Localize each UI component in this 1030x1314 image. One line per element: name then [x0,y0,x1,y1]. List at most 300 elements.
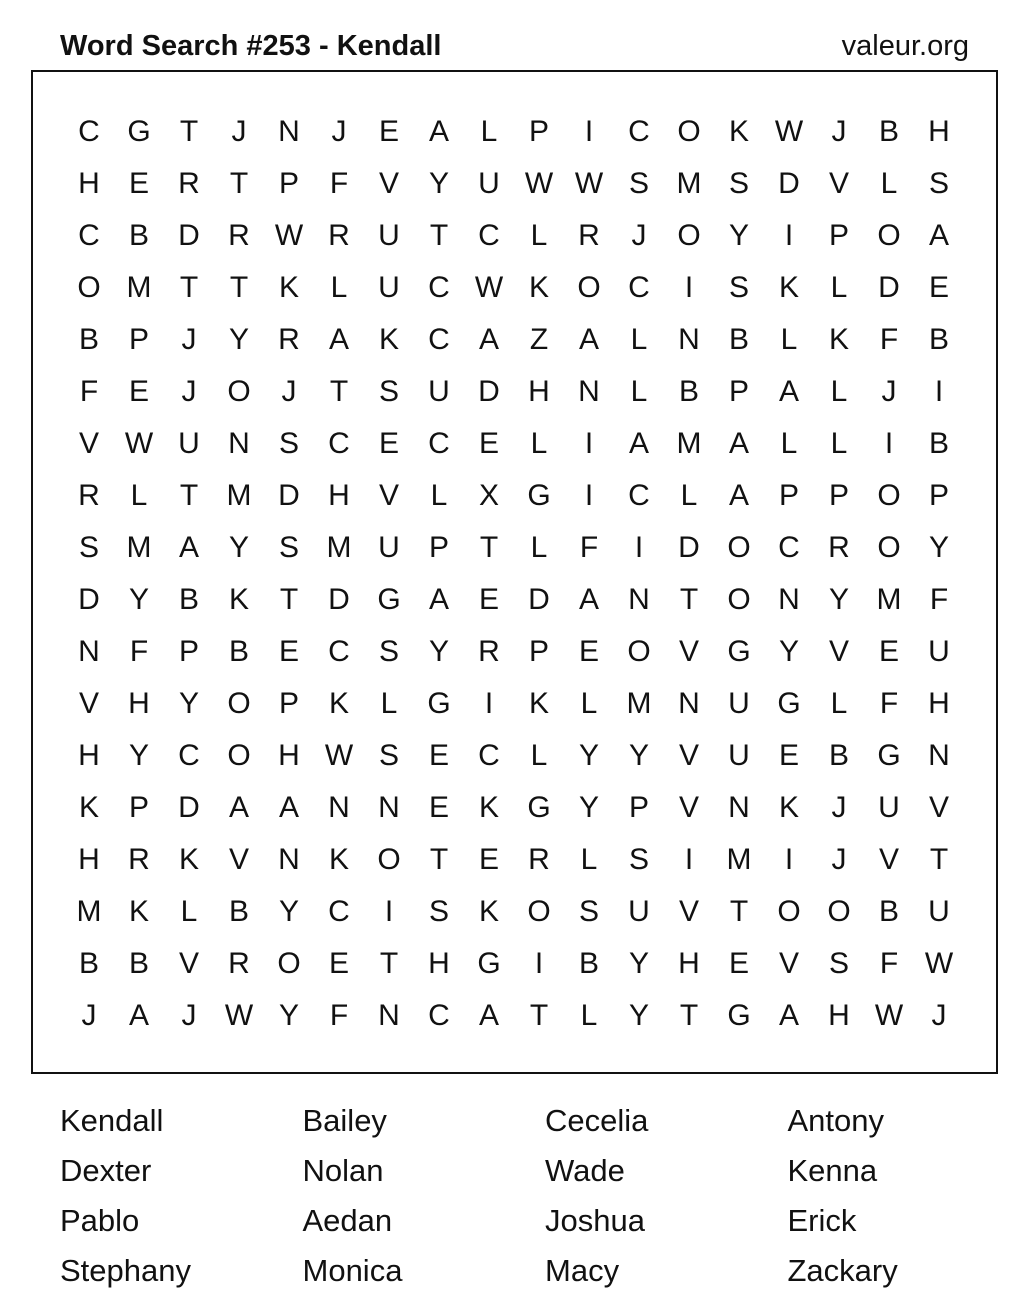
grid-letter: U [928,635,950,668]
grid-letter: W [324,739,354,772]
grid-letter: E [428,791,449,824]
grid-letter: O [727,531,751,564]
grid-letter: P [278,167,299,200]
word-list-item: Monica [302,1253,403,1288]
grid-letter: T [679,999,699,1032]
grid-letter: J [81,999,97,1032]
grid-letter: I [584,115,594,148]
grid-letter: L [430,479,448,512]
grid-letter: I [934,375,944,408]
grid-letter: E [878,635,899,668]
grid-letter: E [128,375,149,408]
grid-letter: A [428,115,449,148]
grid-letter: R [228,947,250,980]
grid-letter: V [678,895,699,928]
grid-letter: S [728,167,749,200]
grid-letter: A [128,999,149,1032]
grid-letter: P [128,791,149,824]
grid-letter: I [684,843,694,876]
grid-letter: B [828,739,849,772]
grid-letter: D [78,583,100,616]
word-list-item: Zackary [787,1253,898,1288]
grid-letter: V [178,947,199,980]
grid-letter: K [328,687,349,720]
grid-letter: E [328,947,349,980]
grid-letter: F [579,531,599,564]
grid-letter: J [181,375,197,408]
grid-letter: L [580,687,598,720]
grid-letter: D [478,375,500,408]
grid-letter: S [928,167,949,200]
grid-letter: H [678,947,700,980]
grid-letter: G [127,115,151,148]
grid-letter: E [728,947,749,980]
grid-letter: Y [278,999,299,1032]
grid-letter: J [881,375,897,408]
grid-letter: B [78,323,99,356]
grid-letter: P [628,791,649,824]
grid-letter: P [928,479,949,512]
grid-letter: L [830,427,848,460]
grid-letter: C [328,427,350,460]
grid-letter: T [429,843,449,876]
grid-letter: C [328,635,350,668]
grid-letter: E [928,271,949,304]
grid-letter: W [774,115,804,148]
grid-letter: O [227,375,251,408]
grid-letter: S [278,531,299,564]
grid-letter: F [329,167,349,200]
grid-letter: Z [529,323,549,356]
word-list-item: Dexter [60,1153,152,1188]
grid-letter: P [428,531,449,564]
grid-letter: I [484,687,494,720]
word-list-item: Erick [787,1203,857,1238]
grid-letter: L [380,687,398,720]
word-list-item: Wade [545,1153,625,1188]
grid-letter: G [727,635,751,668]
grid-letter: A [928,219,949,252]
grid-letter: R [278,323,300,356]
grid-letter: W [224,999,254,1032]
grid-letter: M [326,531,352,564]
grid-letter: K [528,687,549,720]
grid-letter: C [428,271,450,304]
grid-letter: S [278,427,299,460]
word-list-item: Cecelia [545,1103,649,1138]
grid-letter: B [128,219,149,252]
grid-letter: H [428,947,450,980]
grid-letter: L [480,115,498,148]
grid-letter: B [678,375,699,408]
grid-letter: L [530,739,548,772]
grid-letter: S [728,271,749,304]
grid-letter: L [830,375,848,408]
grid-letter: N [378,999,400,1032]
grid-letter: A [728,479,749,512]
grid-letter: B [878,115,899,148]
grid-letter: R [178,167,200,200]
grid-letter: M [126,531,152,564]
grid-letter: K [278,271,299,304]
grid-letter: J [281,375,297,408]
grid-letter: M [726,843,752,876]
grid-letter: U [878,791,900,824]
grid-letter: S [378,635,399,668]
grid-letter: K [478,791,499,824]
grid-letter: O [677,219,701,252]
grid-letter: L [780,323,798,356]
grid-letter: V [828,167,849,200]
grid-letter: W [524,167,554,200]
grid-letter: E [578,635,599,668]
grid-letter: D [178,219,200,252]
grid-letter: I [684,271,694,304]
grid-letter: O [877,479,901,512]
grid-letter: L [580,999,598,1032]
grid-letter: T [729,895,749,928]
grid-letter: L [680,479,698,512]
grid-letter: T [179,479,199,512]
grid-letter: B [728,323,749,356]
grid-letter: C [178,739,200,772]
grid-letter: A [578,323,599,356]
grid-letter: N [78,635,100,668]
grid-letter: F [129,635,149,668]
grid-letter: L [630,375,648,408]
grid-letter: I [784,219,794,252]
grid-letter: V [678,791,699,824]
grid-letter: J [831,843,847,876]
grid-letter: T [279,583,299,616]
grid-letter: C [628,115,650,148]
grid-letter: G [527,479,551,512]
grid-letter: K [378,323,399,356]
grid-letter: D [178,791,200,824]
grid-letter: L [180,895,198,928]
grid-letter: U [728,687,750,720]
grid-letter: A [278,791,299,824]
grid-letter: Y [428,167,449,200]
grid-letter: G [727,999,751,1032]
grid-letter: A [328,323,349,356]
grid-letter: A [728,427,749,460]
grid-letter: Y [178,687,199,720]
grid-letter: O [877,531,901,564]
grid-letter: D [778,167,800,200]
word-list-item: Aedan [302,1203,393,1238]
grid-letter: E [778,739,799,772]
grid-letter: P [128,323,149,356]
grid-letter: G [427,687,451,720]
grid-letter: Y [128,583,149,616]
grid-letter: H [528,375,550,408]
grid-letter: R [528,843,550,876]
grid-letter: T [679,583,699,616]
grid-letter: H [78,843,100,876]
grid-letter: O [227,739,251,772]
grid-letter: T [479,531,499,564]
grid-letter: Y [278,895,299,928]
grid-letter: H [928,687,950,720]
grid-letter: L [330,271,348,304]
grid-letter: A [578,583,599,616]
grid-letter: P [528,635,549,668]
grid-letter: T [529,999,549,1032]
grid-letter: O [827,895,851,928]
grid-letter: N [278,115,300,148]
grid-letter: I [584,427,594,460]
grid-letter: G [877,739,901,772]
grid-letter: C [428,427,450,460]
grid-letter: V [378,167,399,200]
grid-letter: U [628,895,650,928]
grid-letter: C [78,219,100,252]
grid-letter: K [328,843,349,876]
grid-letter: B [878,895,899,928]
grid-letter: T [429,219,449,252]
grid-letter: H [78,739,100,772]
grid-letter: G [377,583,401,616]
grid-letter: A [478,323,499,356]
grid-letter: P [728,375,749,408]
grid-letter: H [278,739,300,772]
grid-letter: M [126,271,152,304]
grid-letter: C [628,479,650,512]
grid-letter: M [226,479,252,512]
grid-letter: N [328,791,350,824]
grid-letter: G [477,947,501,980]
grid-letter: T [329,375,349,408]
word-list-item: Kenna [787,1153,878,1188]
grid-letter: P [178,635,199,668]
grid-letter: J [181,323,197,356]
word-list [60,1098,1030,1298]
grid-letter: R [478,635,500,668]
word-list-item: Kendall [60,1103,164,1138]
word-list-item: Stephany [60,1253,191,1288]
grid-letter: U [428,375,450,408]
grid-letter: X [478,479,499,512]
grid-letter: P [828,479,849,512]
grid-letter: H [78,167,100,200]
grid-letter: K [78,791,99,824]
word-list-item: Pablo [60,1203,140,1238]
grid-letter: V [678,635,699,668]
grid-letter: N [378,791,400,824]
grid-letter: U [378,219,400,252]
grid-letter: M [676,167,702,200]
grid-letter: Y [628,947,649,980]
grid-letter: U [928,895,950,928]
grid-letter: J [831,115,847,148]
grid-letter: A [628,427,649,460]
grid-letter: R [828,531,850,564]
grid-letter: R [228,219,250,252]
grid-letter: W [474,271,504,304]
grid-letter: B [178,583,199,616]
grid-letter: B [228,635,249,668]
grid-letter: O [877,219,901,252]
grid-letter: O [577,271,601,304]
grid-letter: V [378,479,399,512]
grid-letter: A [478,999,499,1032]
grid-letter: N [228,427,250,460]
grid-letter: F [329,999,349,1032]
grid-letter: L [630,323,648,356]
grid-letter: C [428,323,450,356]
grid-letter: M [626,687,652,720]
grid-letter: V [928,791,949,824]
grid-letter: E [378,115,399,148]
grid-letter: E [478,843,499,876]
grid-letter: L [530,531,548,564]
grid-letter: W [574,167,604,200]
grid-letter: F [79,375,99,408]
grid-letter: R [128,843,150,876]
grid-letter: M [676,427,702,460]
grid-letter: J [931,999,947,1032]
grid-letter: V [78,427,99,460]
grid-letter: I [784,843,794,876]
grid-letter: N [678,323,700,356]
grid-letter: O [227,687,251,720]
grid-letter: K [178,843,199,876]
grid-letter: L [580,843,598,876]
grid-letter: V [228,843,249,876]
grid-letter: D [878,271,900,304]
grid-letter: W [924,947,954,980]
grid-letter: S [428,895,449,928]
grid-letter: E [378,427,399,460]
grid-letter: J [831,791,847,824]
grid-letter: S [628,843,649,876]
grid-letter: B [228,895,249,928]
grid-letter: L [130,479,148,512]
grid-letter: V [828,635,849,668]
grid-letter: C [428,999,450,1032]
grid-letter: A [778,999,799,1032]
grid-letter: I [634,531,644,564]
puzzle-box [31,70,998,1074]
grid-letter: H [128,687,150,720]
grid-letter: L [830,271,848,304]
grid-letter: A [778,375,799,408]
grid-letter: C [78,115,100,148]
grid-letter: L [880,167,898,200]
grid-letter: B [928,427,949,460]
grid-letter: N [578,375,600,408]
grid-letter: O [677,115,701,148]
grid-letter: C [328,895,350,928]
grid-letter: O [727,583,751,616]
grid-letter: J [231,115,247,148]
grid-letter: N [628,583,650,616]
grid-letter: N [778,583,800,616]
grid-letter: V [878,843,899,876]
grid-letter: D [528,583,550,616]
grid-letter: L [780,427,798,460]
grid-letter: K [828,323,849,356]
grid-letter: E [478,583,499,616]
grid-letter: Y [628,999,649,1032]
grid-letter: Y [628,739,649,772]
grid-letter: H [328,479,350,512]
grid-letter: E [128,167,149,200]
grid-letter: R [78,479,100,512]
grid-letter: N [728,791,750,824]
grid-letter: B [128,947,149,980]
grid-letter: Y [228,531,249,564]
grid-letter: D [328,583,350,616]
grid-letter: S [578,895,599,928]
grid-letter: S [378,739,399,772]
word-list-item: Antony [787,1103,885,1138]
word-list-item: Joshua [545,1203,645,1238]
grid-letter: V [78,687,99,720]
grid-letter: L [830,687,848,720]
grid-letter: R [578,219,600,252]
grid-letter: N [278,843,300,876]
grid-letter: D [278,479,300,512]
grid-letter: B [78,947,99,980]
grid-letter: A [228,791,249,824]
grid-letter: E [478,427,499,460]
grid-letter: K [778,791,799,824]
grid-letter: H [828,999,850,1032]
grid-letter: T [179,115,199,148]
grid-letter: F [879,323,899,356]
grid-letter: T [379,947,399,980]
site-name: valeur.org [841,30,969,62]
grid-letter: J [181,999,197,1032]
word-list-item: Nolan [302,1153,384,1188]
grid-letter: L [530,427,548,460]
grid-letter: Y [578,739,599,772]
grid-letter: C [628,271,650,304]
grid-letter: D [678,531,700,564]
grid-letter: B [578,947,599,980]
grid-letter: Y [778,635,799,668]
grid-letter: W [874,999,904,1032]
grid-letter: N [928,739,950,772]
grid-letter: F [879,947,899,980]
grid-letter: J [331,115,347,148]
grid-letter: F [879,687,899,720]
grid-letter: S [78,531,99,564]
grid-letter: F [929,583,949,616]
grid-letter: Y [728,219,749,252]
grid-letter: J [631,219,647,252]
grid-letter: U [478,167,500,200]
grid-letter: O [77,271,101,304]
grid-letter: Y [928,531,949,564]
grid-letter: Y [428,635,449,668]
grid-letter: I [584,479,594,512]
grid-letter: L [530,219,548,252]
grid-letter: K [728,115,749,148]
grid-letter: U [728,739,750,772]
grid-letter: G [777,687,801,720]
grid-letter: I [884,427,894,460]
grid-letter: M [76,895,102,928]
grid-letter: C [478,219,500,252]
grid-letter: V [778,947,799,980]
grid-letter: H [928,115,950,148]
grid-letter: M [876,583,902,616]
grid-letter: E [278,635,299,668]
grid-letter: S [628,167,649,200]
